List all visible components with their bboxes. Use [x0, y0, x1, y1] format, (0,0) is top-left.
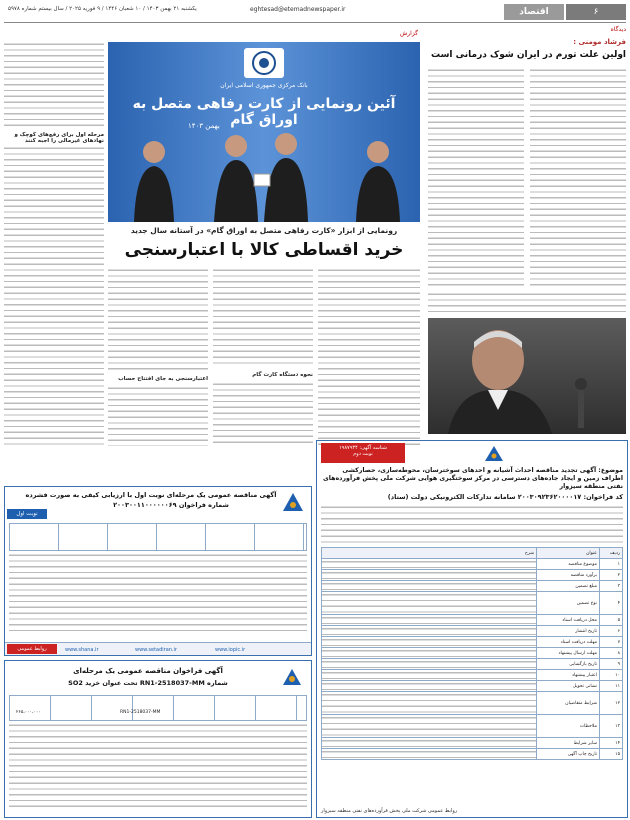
- opinion-headline: اولین علت تورم در ایران شوک درمانی است: [431, 50, 626, 60]
- row-num: ۳: [600, 581, 623, 592]
- row-title: نشانی تحویل: [537, 681, 600, 692]
- report-body-col2b: [213, 382, 313, 446]
- ad-main-logo-icon: [481, 445, 507, 463]
- opinion-body-left: [428, 68, 524, 288]
- opinion-body-bottom: [428, 292, 626, 314]
- row-desc: [322, 738, 537, 749]
- row-title: شرایط متقاضیان: [537, 692, 600, 715]
- report-tag: گزارش: [399, 30, 418, 37]
- ad-main-badge: [321, 443, 405, 463]
- ad-top-footer-label: روابط عمومی: [7, 644, 57, 654]
- row-num: ۴: [600, 592, 623, 615]
- page-header: [0, 0, 630, 24]
- row-title: مهلت دریافت اسناد: [537, 637, 600, 648]
- row-num: ۱۵: [600, 749, 623, 760]
- row-desc: [322, 749, 537, 760]
- report-headline: خرید اقساطی کالا با اعتبارسنجی: [124, 240, 404, 260]
- row-num: ۱۰: [600, 670, 623, 681]
- row-title: اعتبار پیشنهاد: [537, 670, 600, 681]
- opinion-author: فرشاد مومنی :: [573, 38, 626, 46]
- row-desc: [322, 648, 537, 659]
- row-num: ۷: [600, 637, 623, 648]
- report-body-col3: [108, 268, 208, 372]
- row-desc: [322, 692, 537, 715]
- row-desc: [322, 592, 537, 615]
- row-title: مهلت ارسال پیشنهاد: [537, 648, 600, 659]
- ad-top-body: [9, 553, 307, 633]
- ad-bottom-title: آگهی فراخوان مناقصه عمومی یک مرحله‌ای: [73, 667, 223, 675]
- sub-heading-credit: اعتبارسنجی به جای افتتاح حساب: [118, 376, 208, 382]
- opinion-tag: دیدگاه: [610, 26, 626, 33]
- row-num: ۱: [600, 559, 623, 570]
- left-column-body-a: [4, 42, 104, 130]
- tender-ad-top: [4, 486, 312, 656]
- ad-bottom-table: [9, 695, 307, 721]
- row-num: ۱۳: [600, 715, 623, 738]
- report-body-col3b: [108, 386, 208, 446]
- ad-top-logo-icon: [279, 491, 307, 515]
- ad-top-badge: نوبت اول: [7, 509, 47, 519]
- row-num: ۱۱: [600, 681, 623, 692]
- ad-bottom-body: [9, 723, 307, 811]
- ad-main-table-grid: [321, 547, 623, 760]
- ad-main-tender-no: کد فراخوان: ۲۰۰۳۰۹۲۳۶۲۰۰۰۰۱۷ سامانه تدارکات الکترونیکی دولت (ستاد): [387, 493, 623, 501]
- ad-top-table: [9, 523, 307, 551]
- ad-top-site2[interactable]: www.setadiran.ir: [135, 647, 177, 653]
- row-num: ۱۲: [600, 692, 623, 715]
- row-title: تاریخ بازگشایی: [537, 659, 600, 670]
- row-num: ۱۴: [600, 738, 623, 749]
- bank-name: بانک مرکزی جمهوری اسلامی ایران: [220, 82, 308, 89]
- row-desc: [322, 570, 537, 581]
- ad-bottom-logo-icon: [279, 667, 305, 689]
- row-title: محل دریافت اسناد: [537, 615, 600, 626]
- row-title: تاریخ انتشار: [537, 626, 600, 637]
- date-line: یکشنبه ۲۱ بهمن ۱۴۰۳ / ۱۰ شعبان ۱۴۴۶ / ۹ فوریه ۲۰۲۵ / سال بیستم شماره ۵۹۷۸: [8, 6, 197, 12]
- ad-top-site1[interactable]: www.shana.ir: [65, 647, 99, 653]
- ad-bottom-code: RN1-2518037-MM: [120, 710, 161, 715]
- people-figures: [108, 42, 420, 222]
- ad-main-badge-id: شناسه آگهی: ۱۹۸۷۹۳۴: [338, 445, 387, 451]
- ad-main-intro: [321, 505, 623, 543]
- banner-date: بهمن ۱۴۰۳: [188, 122, 220, 130]
- row-desc: [322, 715, 537, 738]
- ad-bottom-amount: ۲۶۵،۰۰۰،۰۰۰: [16, 710, 41, 715]
- opinion-body-right: [530, 68, 626, 288]
- report-body-col2: [213, 268, 313, 368]
- row-title: موضوع مناقصه: [537, 559, 600, 570]
- report-body-col1: [318, 268, 420, 446]
- row-desc: [322, 615, 537, 626]
- ad-main-table: [321, 547, 623, 760]
- ad-top-site3[interactable]: www.iopic.ir: [215, 647, 246, 653]
- ad-top-subtitle: شماره فراخوان ۲۰۰۳۰۰۱۱۰۰۰۰۰۰۶۹: [113, 501, 229, 509]
- header-rule: [4, 22, 626, 23]
- ad-top-title: آگهی مناقصه عمومی یک مرحله‌ای نوبت اول با ارزیابی کیفی به صورت فشرده: [25, 491, 277, 499]
- row-num: ۸: [600, 648, 623, 659]
- portrait-image: [428, 318, 626, 434]
- row-desc: [322, 681, 537, 692]
- author-photo: [428, 318, 626, 434]
- ad-main-badge-round: نوبت دوم: [353, 451, 373, 457]
- row-title: نوع تضمین: [537, 592, 600, 615]
- tender-ad-bottom: [4, 660, 312, 818]
- row-title: برآورد مناقصه: [537, 570, 600, 581]
- col-row-header: ردیف: [600, 548, 623, 559]
- left-column-body-b: [4, 146, 104, 446]
- col-desc-header: شرح: [322, 548, 537, 559]
- row-num: ۹: [600, 659, 623, 670]
- row-num: ۵: [600, 615, 623, 626]
- sub-heading-gam: نحوه دستگاه کارت گام: [252, 372, 313, 378]
- tender-ad-main: [316, 440, 628, 818]
- banner-line: آئین رونمایی از کارت رفاهی متصل به اوراق گام: [132, 96, 396, 128]
- left-sub-heading: مرحله اول برای رفع‌های کوچک و نهادهای غیرمالی را اجبه کنند: [14, 132, 104, 144]
- opinion-column: [428, 26, 626, 434]
- row-desc: [322, 626, 537, 637]
- report-photo: [108, 42, 420, 222]
- ad-main-footer: روابط عمومی شرکت ملی پخش فرآورده‌های نفتی منطقه سبزوار: [321, 808, 458, 814]
- col-title-header: عنوان: [537, 548, 600, 559]
- row-desc: [322, 559, 537, 570]
- row-desc: [322, 581, 537, 592]
- row-title: سایر شرایط: [537, 738, 600, 749]
- row-desc: [322, 670, 537, 681]
- row-desc: [322, 659, 537, 670]
- row-num: ۲: [600, 570, 623, 581]
- email: eghtesad@etemadnewspaper.ir: [250, 6, 346, 13]
- ad-bottom-subtitle: شماره RN1-2518037-MM تحت عنوان خرید SO2: [68, 679, 228, 687]
- row-title: تاریخ چاپ آگهی: [537, 749, 600, 760]
- page-number: ۶: [566, 4, 626, 20]
- ad-main-title: موضوع: آگهی تجدید مناقصه احداث آشیانه و احدهای سوخترسان، محوطه‌سازی، حصارکشی اطراف زمین و ایجاد جاده‌های دسترسی در مرکز سوختگیری هوایی شرکت ملی پخش فرآورده‌های نفتی منطقه سیزوار: [322, 467, 623, 490]
- row-num: ۶: [600, 626, 623, 637]
- row-title: ملاحظات: [537, 715, 600, 738]
- row-desc: [322, 637, 537, 648]
- section-label: اقتصاد: [504, 4, 564, 20]
- report-subhead: رونمایی از ابزار «کارت رفاهی متصل به اوراق گام» در آستانه سال جدید: [130, 226, 398, 235]
- row-title: مبلغ تضمین: [537, 581, 600, 592]
